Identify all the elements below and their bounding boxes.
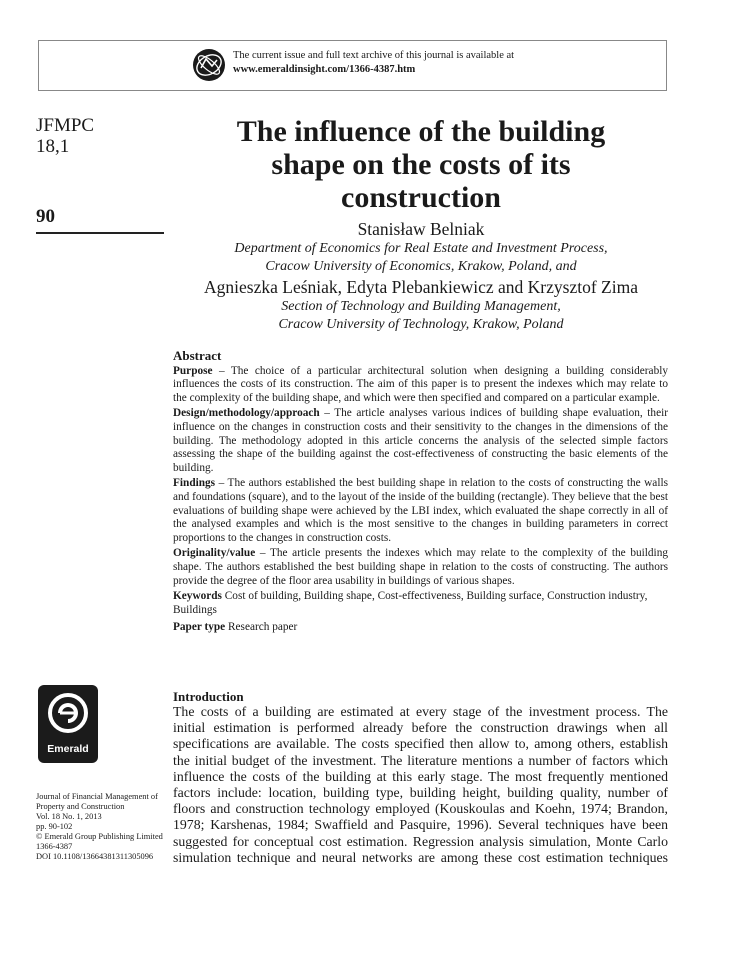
pubinfo-line: pp. 90-102 <box>36 822 73 831</box>
introduction-heading: Introduction <box>173 689 244 704</box>
intro-line: suggested for conceptual cost estimation. Regression analysis simulation, Monte Carlo <box>173 833 668 849</box>
affiliation-line: Cracow University of Technology, Krakow, Poland <box>278 317 564 332</box>
abstract-text: – The choice of a particular architectural solution when designing a building considerably influences the costs of its construction. The aim of this paper is to present the indexes which may relate to the complexity of the building shape, and which were then specified and compared on a particular example. <box>173 364 668 404</box>
intro-line: initial estimation is performed already before the construction drawings when all <box>173 720 668 736</box>
pubinfo-line: © Emerald Group Publishing Limited <box>36 832 163 841</box>
journal-abbr-line: JFMPC <box>36 115 95 136</box>
abstract-heading: Abstract <box>173 348 222 363</box>
author-name: Stanisław Belniak <box>357 219 485 239</box>
affiliation-line: Section of Technology and Building Management, <box>281 299 561 314</box>
archive-notice-text: The current issue and full text archive of this journal is available at <box>233 50 515 61</box>
introduction-body <box>173 704 668 866</box>
intro-line: 1978; Karshenas, 1984; Swaffield and Pasquire, 1996). Several techniques have been <box>173 817 668 833</box>
abstract-findings <box>173 477 668 545</box>
keywords-label: Keywords <box>173 590 222 603</box>
page-number: 90 <box>36 206 55 227</box>
author-affiliation <box>175 240 667 276</box>
pubinfo-line: Property and Construction <box>36 802 125 811</box>
author-affiliation <box>175 298 667 334</box>
abstract-label: Originality/value <box>173 547 256 560</box>
title-line: shape on the costs of its <box>271 148 571 181</box>
paper-type <box>173 621 668 635</box>
pubinfo-line: Journal of Financial Management of <box>36 792 158 801</box>
affiliation-line: Cracow University of Economics, Krakow, Poland, and <box>265 259 577 274</box>
paper-type-text: Research paper <box>225 621 298 634</box>
emerald-globe-icon <box>192 48 226 82</box>
intro-line: simulation technique and neural networks are among these cost estimation techniques <box>173 849 668 865</box>
emerald-e-icon <box>46 691 90 735</box>
author-names: Agnieszka Leśniak, Edyta Plebankiewicz and Krzysztof Zima <box>204 277 638 297</box>
intro-line: floors and construction technology employed (Kouskoulas and Koehn, 1974; Brandon, <box>173 801 668 817</box>
archive-url-link[interactable]: www.emeraldinsight.com/1366-4387.htm <box>233 64 416 75</box>
paper-title <box>175 115 667 214</box>
affiliation-line: Department of Economics for Real Estate and Investment Process, <box>234 241 608 256</box>
pubinfo-line: 1366-4387 <box>36 842 73 851</box>
publication-info <box>36 792 163 862</box>
intro-line: the initial budget of the investment. The literature mentions a number of factors which <box>173 752 668 768</box>
title-line: construction <box>341 181 501 214</box>
abstract-text: – The article analyses various indices of building shape evaluation, their influence on the changes in construction costs and their sensitivity to the changes in the dimensions of the building. The methodology adopted in this article concerns the analysis of the selected simple factors assessing the shape of the building against the cost-effectiveness of constructing the basic elements of the building. <box>173 407 668 474</box>
abstract-label: Design/methodology/approach <box>173 407 320 420</box>
abstract-methodology <box>173 407 668 475</box>
abstract-purpose <box>173 365 668 406</box>
intro-line: The costs of a building are estimated at every stage of the investment process. The <box>173 704 668 719</box>
abstract-label: Findings <box>173 477 216 490</box>
abstract-text: – The article presents the indexes which may relate to the complexity of the building shape. The authors established the best building shape in relation to the costs of constructing. The authors provide the degree of the floor area usability in buildings of various shapes. <box>173 547 668 587</box>
abstract-originality <box>173 547 668 588</box>
journal-volume-line: 18,1 <box>36 136 70 157</box>
keywords <box>173 590 668 617</box>
intro-line: influence the costs of the building at this early stage. The most frequently mentioned <box>173 768 668 784</box>
intro-line: specifications are available. The costs specified then allow to, among others, establish <box>173 736 668 752</box>
abstract-section <box>173 349 668 635</box>
abstract-text: – The authors established the best building shape in relation to the costs of constructing the walls and foundations (square), and to the layout of the inside of the building (rectangle). They believe that the best evaluations of building shape were achieved by the LBI index, which evaluated the shape correctly in all of the analysed examples and which is the most sensitive to the changes in building parameters in correct proportions to the changes in construction costs. <box>173 477 668 544</box>
pubinfo-line: Vol. 18 No. 1, 2013 <box>36 812 102 821</box>
journal-abbreviation <box>36 115 94 157</box>
emerald-logo-text: Emerald <box>47 743 89 755</box>
keywords-text: Cost of building, Building shape, Cost-effectiveness, Building surface, Construction industry, Buildings <box>173 590 648 616</box>
pubinfo-line: DOI 10.1108/13664381311305096 <box>36 852 154 861</box>
emerald-logo <box>38 685 98 763</box>
title-line: The influence of the building <box>236 115 606 148</box>
intro-line: factors include: location, building type, building height, building quality, number of <box>173 785 668 801</box>
paper-type-label: Paper type <box>173 621 226 634</box>
abstract-label: Purpose <box>173 364 213 377</box>
page-number-divider <box>36 232 164 234</box>
